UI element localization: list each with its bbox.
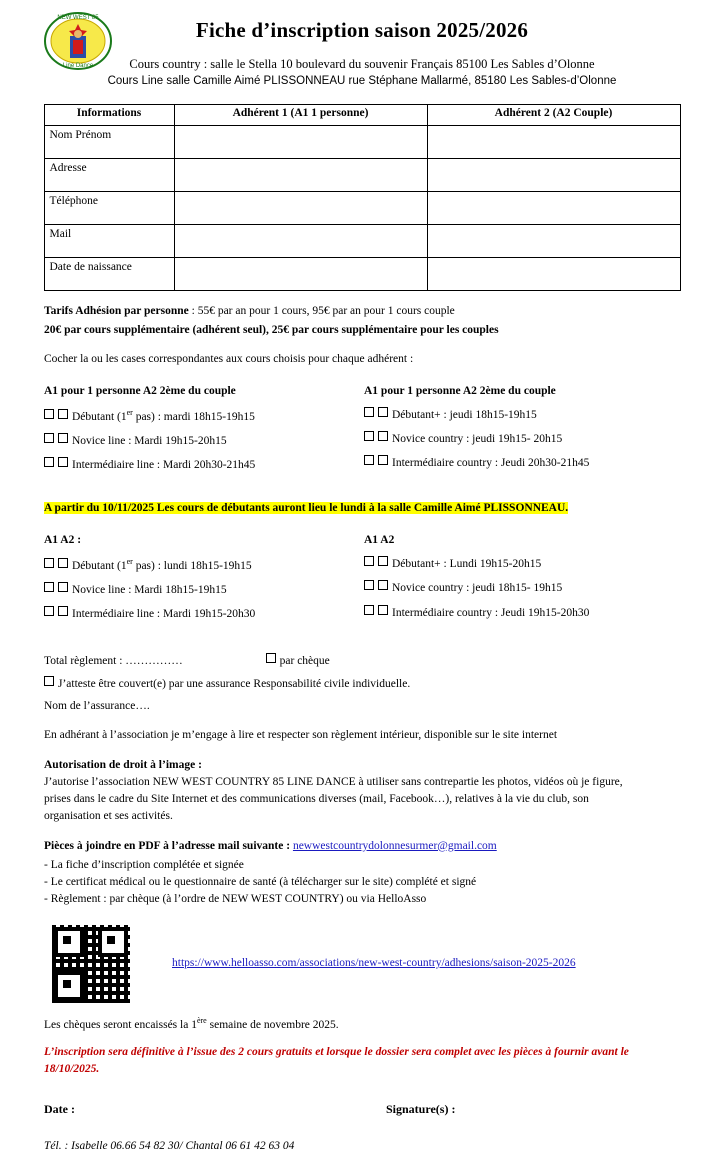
payment-total-row bbox=[44, 653, 680, 670]
checkbox-a1-icon[interactable] bbox=[364, 605, 374, 615]
documents-item: - La fiche d’inscription complétée et signée bbox=[44, 858, 244, 871]
documents-item: - Règlement : par chèque (à l’ordre de NEW WEST COUNTRY) ou via HelloAsso bbox=[44, 893, 427, 906]
cheques-encaissement bbox=[44, 1015, 680, 1034]
checkbox-attestation-icon[interactable] bbox=[44, 676, 54, 686]
row-label-nom: Nom Prénom bbox=[44, 125, 174, 158]
checkbox-row[interactable] bbox=[44, 606, 354, 623]
option-label: Novice country : jeudi 18h15- 19h15 bbox=[392, 582, 563, 595]
field-nom-a1[interactable] bbox=[174, 125, 427, 158]
document-header bbox=[0, 0, 724, 90]
checkbox-row[interactable] bbox=[364, 431, 680, 448]
venue-line: Cours Line salle Camille Aimé PLISSONNEAU rue Stéphane Mallarmé, 85180 Les Sables-d’Olonne bbox=[107, 75, 617, 88]
checkbox-a2-icon[interactable] bbox=[58, 409, 68, 419]
documents-title-row bbox=[44, 838, 680, 855]
field-naissance-a1[interactable] bbox=[174, 257, 427, 290]
svg-text:Line Dance: Line Dance bbox=[62, 63, 94, 69]
total-label: Total règlement : …………… bbox=[44, 654, 183, 667]
cheque-label: par chèque bbox=[279, 654, 330, 667]
option-label: Novice line : Mardi 18h15-19h15 bbox=[72, 584, 227, 597]
checkbox-cheque-icon[interactable] bbox=[266, 653, 276, 663]
field-mail-a1[interactable] bbox=[174, 224, 427, 257]
venue-country: Cours country : salle le Stella 10 boulevard du souvenir Français 85100 Les Sables d’Olonne bbox=[129, 57, 595, 71]
option-label: Intermédiaire line : Mardi 19h15-20h30 bbox=[72, 608, 256, 621]
assurance-field-label[interactable]: Nom de l’assurance…. bbox=[44, 700, 150, 713]
checkbox-a1-icon[interactable] bbox=[364, 556, 374, 566]
checkbox-a2-icon[interactable] bbox=[378, 407, 388, 417]
tarifs-line1 bbox=[44, 303, 680, 320]
block2-right-heading: A1 A2 bbox=[364, 533, 395, 546]
option-sup: er bbox=[126, 407, 133, 417]
checkbox-a1-icon[interactable] bbox=[364, 431, 374, 441]
checkbox-row[interactable] bbox=[364, 605, 680, 622]
course-choices-block-2 bbox=[44, 532, 680, 631]
checkbox-a1-icon[interactable] bbox=[364, 455, 374, 465]
documents-title: Pièces à joindre en PDF à l’adresse mail suivante : bbox=[44, 839, 291, 852]
checkbox-row[interactable] bbox=[44, 556, 354, 575]
option-label: Intermédiaire line : Mardi 20h30-21h45 bbox=[72, 459, 256, 472]
option-label: Novice line : Mardi 19h15-20h15 bbox=[72, 434, 227, 447]
checkbox-a1-icon[interactable] bbox=[44, 433, 54, 443]
option-label: Débutant+ : jeudi 18h15-19h15 bbox=[392, 408, 537, 421]
page-title: Fiche d’inscription saison 2025/2026 bbox=[195, 18, 529, 42]
cocher-instruction: Cocher la ou les cases correspondantes aux cours choisis pour chaque adhérent : bbox=[44, 353, 414, 366]
cheques-text-pre: Les chèques seront encaissés la 1 bbox=[44, 1018, 197, 1031]
image-rights-line2: prises dans le cadre du Site Internet et des communications diverses (mail, Facebook…), relatives à la vie du club, son bbox=[44, 793, 589, 806]
signature-label[interactable]: Signature(s) : bbox=[386, 1102, 456, 1117]
checkbox-row[interactable] bbox=[364, 455, 680, 472]
option-label: Intermédiaire country : Jeudi 19h15-20h30 bbox=[392, 606, 590, 619]
row-label-telephone: Téléphone bbox=[44, 191, 174, 224]
field-nom-a2[interactable] bbox=[427, 125, 680, 158]
cheque-option[interactable] bbox=[266, 653, 330, 670]
block1-right-heading: A1 pour 1 personne A2 2ème du couple bbox=[364, 384, 556, 397]
checkbox-row[interactable] bbox=[364, 556, 680, 573]
checkbox-a1-icon[interactable] bbox=[44, 457, 54, 467]
checkbox-a1-icon[interactable] bbox=[44, 409, 54, 419]
tarifs-label: Tarifs Adhésion par personne bbox=[44, 304, 189, 317]
checkbox-row[interactable] bbox=[44, 457, 354, 474]
tarifs-block bbox=[44, 303, 680, 340]
option-label: Novice country : jeudi 19h15- 20h15 bbox=[392, 433, 563, 446]
option-label: Débutant (1 bbox=[72, 559, 127, 572]
field-telephone-a1[interactable] bbox=[174, 191, 427, 224]
checkbox-row[interactable] bbox=[364, 407, 680, 424]
table-header-row bbox=[44, 104, 680, 125]
checkbox-a1-icon[interactable] bbox=[44, 582, 54, 592]
attestation-row[interactable] bbox=[44, 676, 680, 693]
members-table bbox=[44, 104, 681, 291]
option-label-post: pas) : mardi 18h15-19h15 bbox=[132, 410, 255, 423]
checkbox-row[interactable] bbox=[44, 407, 354, 426]
checkbox-a2-icon[interactable] bbox=[58, 558, 68, 568]
image-rights-title: Autorisation de droit à l’image : bbox=[44, 758, 202, 771]
deadline-line1: L’inscription sera définitive à l’issue des 2 cours gratuits et lorsque le dossier sera complet avec les pièces à fournir avant le bbox=[44, 1045, 629, 1058]
course-choices-block-1 bbox=[44, 383, 680, 482]
block1-left-column bbox=[44, 383, 362, 482]
contact-phone: Tél. : Isabelle 06.66 54 82 30/ Chantal 06 61 42 63 04 bbox=[44, 1140, 295, 1153]
contact-email-link[interactable]: newwestcountrydolonnesurmer@gmail.com bbox=[292, 839, 497, 852]
deadline-line2: 18/10/2025. bbox=[44, 1062, 100, 1075]
option-label: Intermédiaire country : Jeudi 20h30-21h45 bbox=[392, 457, 590, 470]
option-label-post: pas) : lundi 18h15-19h15 bbox=[132, 559, 252, 572]
checkbox-row[interactable] bbox=[44, 433, 354, 450]
tarifs-line2: 20€ par cours supplémentaire (adhérent seul), 25€ par cours supplémentaire pour les couples bbox=[44, 324, 499, 337]
block2-left-column bbox=[44, 532, 362, 631]
logo-icon bbox=[42, 10, 114, 72]
field-mail-a2[interactable] bbox=[427, 224, 680, 257]
image-rights-line3: organisation et ses activités. bbox=[44, 810, 173, 823]
helloasso-block bbox=[44, 925, 680, 1003]
checkbox-a2-icon[interactable] bbox=[378, 556, 388, 566]
checkbox-a2-icon[interactable] bbox=[378, 605, 388, 615]
table-header-adherent1: Adhérent 1 (A1 1 personne) bbox=[174, 104, 427, 125]
checkbox-row[interactable] bbox=[44, 582, 354, 599]
row-label-naissance: Date de naissance bbox=[44, 257, 174, 290]
engagement-text: En adhérant à l’association je m’engage à lire et respecter son règlement intérieur, disponible sur le site internet bbox=[44, 729, 558, 742]
checkbox-a2-icon[interactable] bbox=[58, 606, 68, 616]
checkbox-a2-icon[interactable] bbox=[378, 431, 388, 441]
row-label-adresse: Adresse bbox=[44, 158, 174, 191]
notice-highlight: A partir du 10/11/2025 Les cours de débutants auront lieu le lundi à la salle Camille Aimé PLISSONNEAU. bbox=[44, 502, 569, 515]
checkbox-a1-icon[interactable] bbox=[364, 580, 374, 590]
block2-right-column bbox=[362, 532, 680, 631]
club-logo bbox=[42, 10, 114, 72]
table-row bbox=[44, 158, 680, 191]
document-body bbox=[44, 303, 680, 1155]
option-sup: er bbox=[126, 557, 133, 567]
checkbox-row[interactable] bbox=[364, 580, 680, 597]
qr-code-icon[interactable] bbox=[52, 925, 130, 1003]
notice-wrapper bbox=[44, 499, 680, 517]
checkbox-a2-icon[interactable] bbox=[378, 580, 388, 590]
cheques-sup: ère bbox=[196, 1015, 207, 1025]
helloasso-link[interactable]: https://www.helloasso.com/associations/new-west-country/adhesions/saison-2025-2026 bbox=[172, 956, 576, 969]
table-row bbox=[44, 257, 680, 290]
field-adresse-a2[interactable] bbox=[427, 158, 680, 191]
table-row bbox=[44, 125, 680, 158]
documents-item: - Le certificat médical ou le questionnaire de santé (à télécharger sur le site) complété et signé bbox=[44, 876, 477, 889]
checkbox-a2-icon[interactable] bbox=[58, 457, 68, 467]
svg-text:NEW WEST 85: NEW WEST 85 bbox=[57, 15, 99, 21]
option-label: Débutant (1 bbox=[72, 410, 127, 423]
table-row bbox=[44, 191, 680, 224]
deadline-notice bbox=[44, 1044, 680, 1079]
table-row bbox=[44, 224, 680, 257]
image-rights-line1: J’autorise l’association NEW WEST COUNTRY 85 LINE DANCE à utiliser sans contrepartie les photos, vidéos où je figure, bbox=[44, 775, 623, 788]
cheques-text-post: semaine de novembre 2025. bbox=[206, 1018, 339, 1031]
block2-left-heading: A1 A2 : bbox=[44, 533, 82, 546]
field-adresse-a1[interactable] bbox=[174, 158, 427, 191]
field-telephone-a2[interactable] bbox=[427, 191, 680, 224]
table-header-adherent2: Adhérent 2 (A2 Couple) bbox=[427, 104, 680, 125]
option-label: Débutant+ : Lundi 19h15-20h15 bbox=[392, 558, 542, 571]
checkbox-a1-icon[interactable] bbox=[44, 606, 54, 616]
date-label[interactable]: Date : bbox=[44, 1102, 75, 1117]
row-label-mail: Mail bbox=[44, 224, 174, 257]
attestation-label: J’atteste être couvert(e) par une assurance Responsabilité civile individuelle. bbox=[58, 677, 411, 690]
checkbox-a2-icon[interactable] bbox=[58, 433, 68, 443]
checkbox-a2-icon[interactable] bbox=[378, 455, 388, 465]
table-header-informations: Informations bbox=[44, 104, 174, 125]
checkbox-a2-icon[interactable] bbox=[58, 582, 68, 592]
checkbox-a1-icon[interactable] bbox=[364, 407, 374, 417]
checkbox-a1-icon[interactable] bbox=[44, 558, 54, 568]
field-naissance-a2[interactable] bbox=[427, 257, 680, 290]
tarifs-values: : 55€ par an pour 1 cours, 95€ par an pour 1 cours couple bbox=[188, 304, 455, 317]
signature-row bbox=[44, 1100, 680, 1118]
block1-left-heading: A1 pour 1 personne A2 2ème du couple bbox=[44, 384, 236, 397]
block1-right-column bbox=[362, 383, 680, 482]
